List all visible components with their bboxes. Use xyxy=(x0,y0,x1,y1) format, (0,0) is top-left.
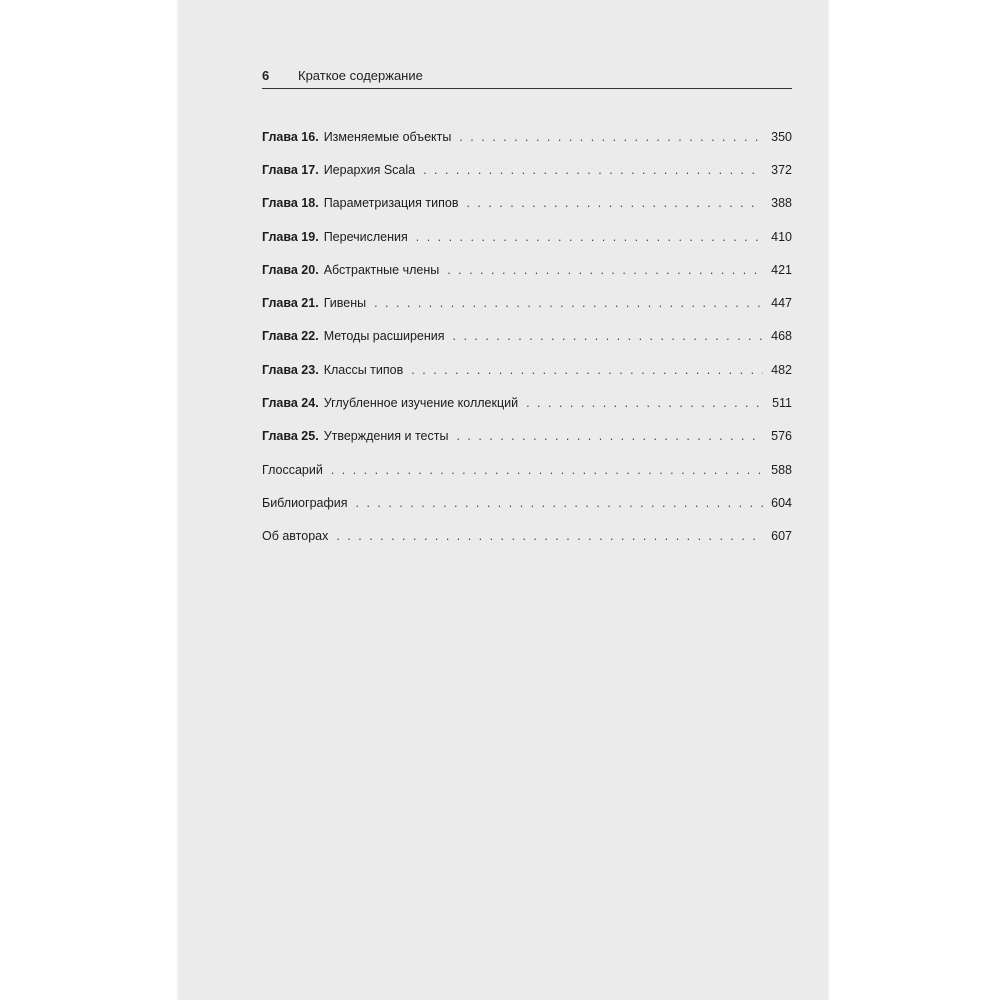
toc-title: Об авторах xyxy=(262,529,329,544)
dot-leader xyxy=(331,463,763,477)
toc-page-number: 468 xyxy=(771,329,792,344)
toc-chapter-label: Глава 19. xyxy=(262,229,319,244)
toc-chapter-label: Глава 21. xyxy=(262,296,319,311)
toc-title: Перечисления xyxy=(323,229,408,244)
toc-chapter-label: Глава 25. xyxy=(262,429,319,444)
toc-title: Библиография xyxy=(262,495,348,510)
dot-leader xyxy=(356,496,764,510)
toc-entry xyxy=(262,320,792,353)
dot-leader xyxy=(423,163,763,177)
toc-entry xyxy=(262,486,792,519)
toc-page-number: 607 xyxy=(771,529,792,544)
dot-leader xyxy=(466,196,763,210)
toc-entry xyxy=(262,453,792,486)
toc-page-number: 410 xyxy=(771,229,792,244)
toc-title: Методы расширения xyxy=(323,329,445,344)
toc-page-number: 421 xyxy=(771,262,792,277)
dot-leader xyxy=(336,529,763,543)
page-number: 6 xyxy=(262,68,270,83)
toc-page-number: 482 xyxy=(771,362,792,377)
toc-entry xyxy=(262,153,792,186)
dot-leader xyxy=(411,363,763,377)
toc-page-number: 447 xyxy=(771,296,792,311)
toc-entry xyxy=(262,520,792,553)
dot-leader xyxy=(447,263,763,277)
toc-title: Иерархия Scala xyxy=(323,162,416,177)
toc-title: Изменяемые объекты xyxy=(323,129,452,144)
toc-chapter-label: Глава 23. xyxy=(262,362,319,377)
toc-entry xyxy=(262,187,792,220)
toc-page-number: 511 xyxy=(772,396,792,411)
toc-page-number: 588 xyxy=(771,462,792,477)
toc-entry xyxy=(262,420,792,453)
toc-entry xyxy=(262,386,792,419)
toc-title: Углубленное изучение коллекций xyxy=(323,396,519,411)
toc-title: Глоссарий xyxy=(262,462,323,477)
toc-entry xyxy=(262,120,792,153)
toc-title: Утверждения и тесты xyxy=(323,429,449,444)
dot-leader xyxy=(459,130,763,144)
table-of-contents xyxy=(262,120,792,553)
toc-entry xyxy=(262,286,792,319)
toc-chapter-label: Глава 20. xyxy=(262,262,319,277)
toc-title: Гивены xyxy=(323,296,367,311)
toc-title: Классы типов xyxy=(323,362,404,377)
toc-page-number: 350 xyxy=(771,129,792,144)
toc-entry xyxy=(262,353,792,386)
toc-title: Абстрактные члены xyxy=(323,262,440,277)
running-title: Краткое содержание xyxy=(298,68,423,83)
toc-entry xyxy=(262,220,792,253)
toc-title: Параметризация типов xyxy=(323,196,459,211)
toc-entry xyxy=(262,253,792,286)
toc-page-number: 576 xyxy=(771,429,792,444)
toc-chapter-label: Глава 18. xyxy=(262,196,319,211)
toc-chapter-label: Глава 16. xyxy=(262,129,319,144)
dot-leader xyxy=(526,396,764,410)
toc-chapter-label: Глава 17. xyxy=(262,162,319,177)
toc-page-number: 604 xyxy=(771,495,792,510)
dot-leader xyxy=(453,329,764,343)
toc-chapter-label: Глава 22. xyxy=(262,329,319,344)
toc-chapter-label: Глава 24. xyxy=(262,396,319,411)
toc-page-number: 372 xyxy=(771,162,792,177)
dot-leader xyxy=(456,429,763,443)
page-header xyxy=(262,64,792,89)
dot-leader xyxy=(374,296,763,310)
dot-leader xyxy=(416,230,763,244)
toc-page-number: 388 xyxy=(771,196,792,211)
